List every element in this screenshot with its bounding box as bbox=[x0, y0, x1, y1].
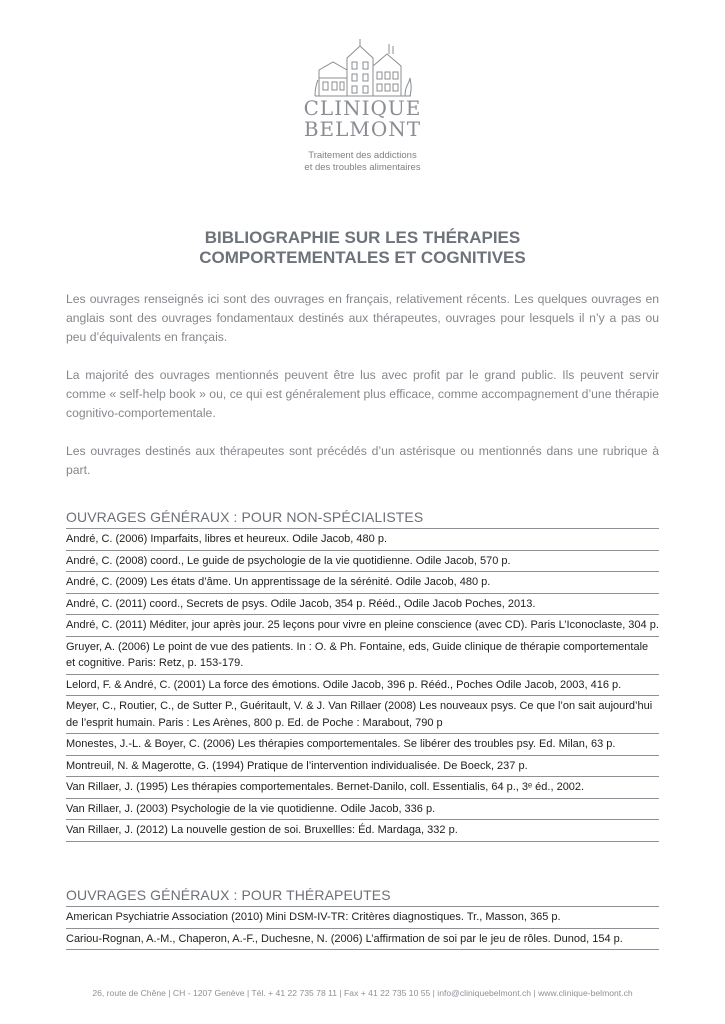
page-title-line-2: COMPORTEMENTALES ET COGNITIVES bbox=[199, 248, 526, 267]
building-icon bbox=[313, 36, 413, 98]
reference-item: André, C. (2009) Les états d’âme. Un apprentissage de la sérénité. Odile Jacob, 480 p. bbox=[66, 572, 659, 594]
tagline-line-2: et des troubles alimentaires bbox=[304, 162, 421, 173]
brand-name bbox=[0, 98, 725, 140]
brand-line-1: CLINIQUE bbox=[303, 96, 422, 120]
intro-text bbox=[66, 290, 659, 499]
reference-list bbox=[66, 529, 659, 842]
intro-paragraph-2: La majorité des ouvrages mentionnés peuvent être lus avec profit par le grand public. Ils peuvent servir comme « self-help book » ou, ce qui est généralement plus efficace, comme accompagnement d’une thérapie cognitivo-comportementale. bbox=[66, 368, 659, 420]
brand-line-2: BELMONT bbox=[303, 117, 422, 141]
section-heading: OUVRAGES GÉNÉRAUX : POUR NON-SPÉCIALISTES bbox=[66, 508, 659, 529]
reference-item: André, C. (2011) Méditer, jour après jour. 25 leçons pour vivre en pleine conscience (avec CD). Paris L’Iconoclaste, 304 p. bbox=[66, 615, 659, 637]
clinic-logo bbox=[0, 36, 725, 174]
reference-list bbox=[66, 907, 659, 950]
page-title-line-1: BIBLIOGRAPHIE SUR LES THÉRAPIES bbox=[204, 228, 521, 247]
reference-item: Van Rillaer, J. (1995) Les thérapies comportementales. Bernet-Danilo, coll. Essentialis, 64 p., 3ᵉ éd., 2002. bbox=[66, 777, 659, 799]
reference-item: Meyer, C., Routier, C., de Sutter P., Guéritault, V. & J. Van Rillaer (2008) Les nouveaux psys. Ce que l’on sait aujourd’hui de l’esprit humain. Paris : Les Arènes, 800 p. Ed. de Poche : Marabout, 790 p bbox=[66, 696, 659, 734]
page-title bbox=[0, 228, 725, 268]
reference-item: American Psychiatrie Association (2010) Mini DSM-IV-TR: Critères diagnostiques. Tr., Masson, 365 p. bbox=[66, 907, 659, 929]
reference-item: André, C. (2011) coord., Secrets de psys. Odile Jacob, 354 p. Rééd., Odile Jacob Poches, 2013. bbox=[66, 594, 659, 616]
intro-paragraph-1: Les ouvrages renseignés ici sont des ouvrages en français, relativement récents. Les quelques ouvrages en anglais sont des ouvrages fondamentaux destinés aux thérapeutes, ouvrages pour lesquels il n’y a pas ou peu d’équivalents en français. bbox=[66, 292, 659, 344]
section-therapists bbox=[66, 886, 659, 950]
reference-item: Van Rillaer, J. (2012) La nouvelle gestion de soi. Bruxellles: Éd. Mardaga, 332 p. bbox=[66, 820, 659, 842]
section-non-specialists bbox=[66, 508, 659, 842]
tagline-line-1: Traitement des addictions bbox=[308, 150, 417, 161]
reference-item: Cariou-Rognan, A.-M., Chaperon, A.-F., Duchesne, N. (2006) L’affirmation de soi par le jeu de rôles. Dunod, 154 p. bbox=[66, 929, 659, 951]
reference-item: Van Rillaer, J. (2003) Psychologie de la vie quotidienne. Odile Jacob, 336 p. bbox=[66, 799, 659, 821]
reference-item: Gruyer, A. (2006) Le point de vue des patients. In : O. & Ph. Fontaine, eds, Guide clinique de thérapie comportementale et cognitive. Paris: Retz, p. 153-179. bbox=[66, 637, 659, 675]
reference-item: Monestes, J.-L. & Boyer, C. (2006) Les thérapies comportementales. Se libérer des troubles psy. Ed. Milan, 63 p. bbox=[66, 734, 659, 756]
tagline bbox=[0, 150, 725, 174]
section-heading: OUVRAGES GÉNÉRAUX : POUR THÉRAPEUTES bbox=[66, 886, 659, 907]
reference-item: Montreuil, N. & Magerotte, G. (1994) Pratique de l’intervention individualisée. De Boeck, 237 p. bbox=[66, 756, 659, 778]
intro-paragraph-3: Les ouvrages destinés aux thérapeutes sont précédés d’un astérisque ou mentionnés dans une rubrique à part. bbox=[66, 444, 659, 477]
reference-item: André, C. (2008) coord., Le guide de psychologie de la vie quotidienne. Odile Jacob, 570 p. bbox=[66, 551, 659, 573]
reference-item: André, C. (2006) Imparfaits, libres et heureux. Odile Jacob, 480 p. bbox=[66, 529, 659, 551]
reference-item: Lelord, F. & André, C. (2001) La force des émotions. Odile Jacob, 396 p. Rééd., Poches Odile Jacob, 2003, 416 p. bbox=[66, 675, 659, 697]
footer-contact: 26, route de Chêne | CH - 1207 Genève | Tél. + 41 22 735 78 11 | Fax + 41 22 735 10 55 | info@cliniquebelmont.ch | www.clinique-belmont.ch bbox=[92, 988, 633, 998]
